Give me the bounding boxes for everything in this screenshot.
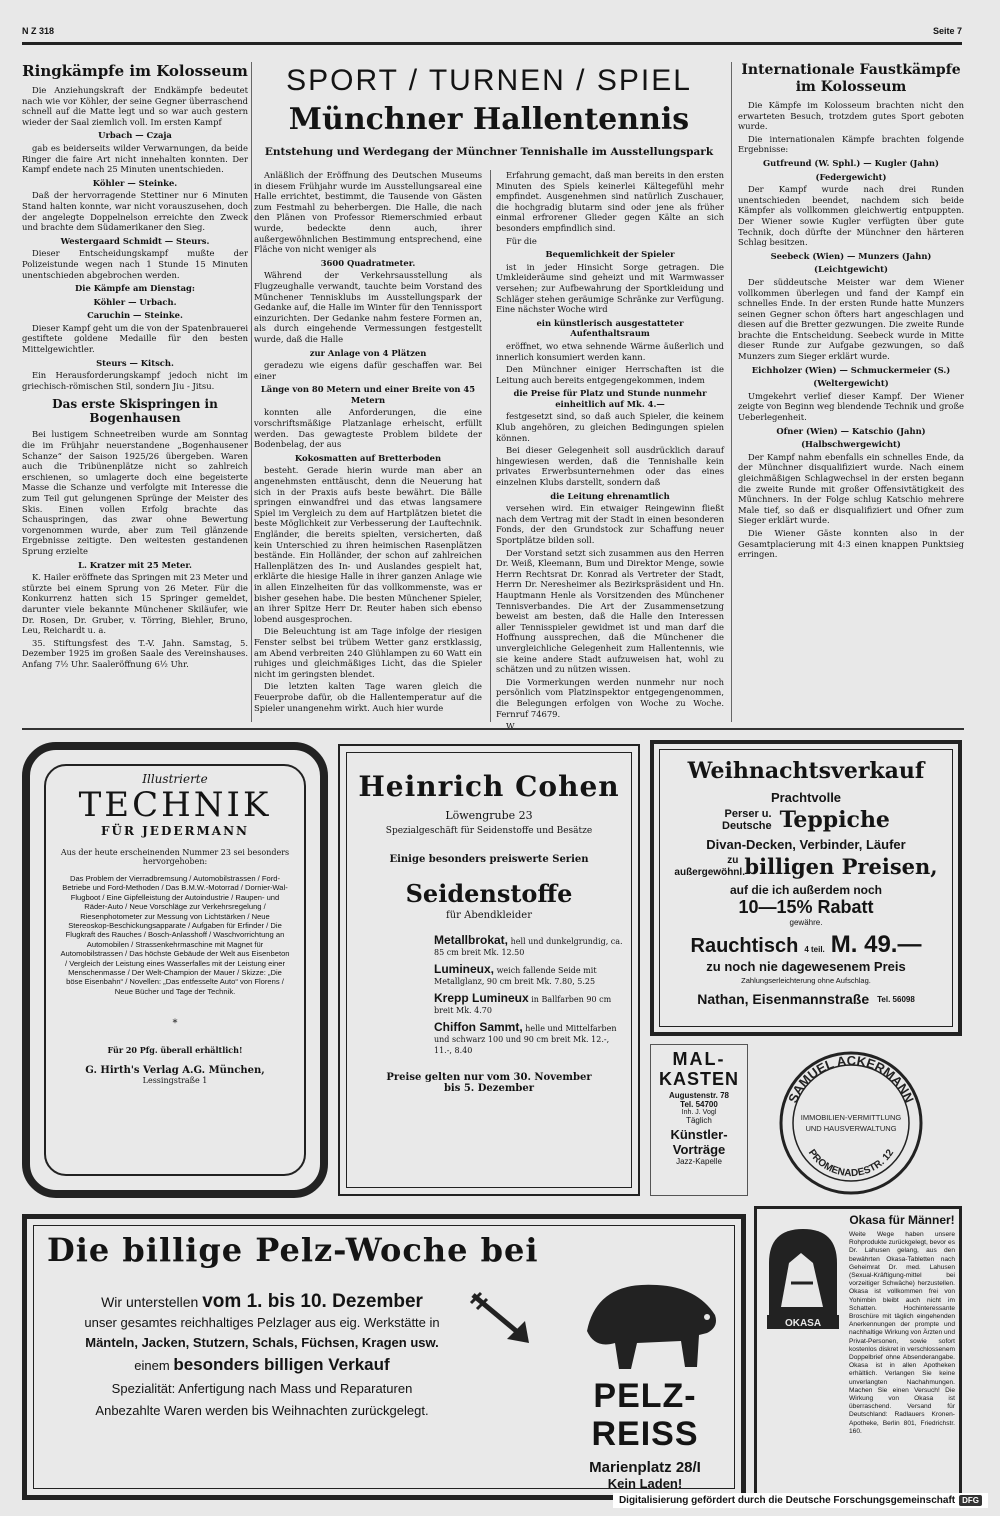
paragraph: Anläßlich der Eröffnung des Deutschen Museums in diesem Frühjahr wurde im Ausstellungsareal eine Halle errichtet, bestimmt, die Tausende von Gästen zum Festmahl zu beherbergen. Die Halle, die nach den Plänen von Professor Riemerschmied erbaut wurde, bedeckte denn auch, ihrer außergewöhnlichen Bestimmung entsprechend, eine Fläche von nicht weniger als [254,170,482,255]
cohen-item-name: Lumineux, [434,962,495,976]
pelz-l3: Mänteln, Jacken, Stutzern, Schals, Füchsen, Kragen usw. [85,1335,439,1350]
technik-star: * [172,1018,178,1030]
ad-weihnachtsverkauf [650,740,962,1036]
malkasten-title-2: KASTEN [658,1069,739,1089]
paragraph: 3600 Quadratmeter. [320,257,416,268]
cohen-item [434,935,624,958]
malkasten-title-1: MAL- [672,1049,726,1069]
article-column-b [496,170,724,732]
paragraph: Die Wiener Gäste konnten also in der Gesamtplacierung mit 4:3 einen knappen Punktsieg erringen. [738,527,964,560]
weihnacht-preisen-line [666,854,946,879]
paragraph: Die Kämpfe am Dienstag: [75,283,195,294]
cohen-item-desc: in Ballfarben 90 cm breit Mk. 4.70 [434,995,612,1015]
cohen-item-name: Chiffon Sammt, [434,1020,523,1034]
cohen-for: für Abendkleider [446,910,532,921]
malkasten-daily: Täglich [686,1116,712,1125]
weihnacht-rauchtisch: Rauchtisch [690,935,799,957]
header-rule [22,42,962,45]
ad-pelz-reiss [22,1214,746,1500]
column-divider [251,62,252,722]
pelz-title: Die billige Pelz-Woche bei [47,1231,539,1269]
paragraph: 35. Stiftungsfest des T.-V. Jahn. Samstag, 5. Dezember 1925 im großen Saale des Vereinshauses. Anfang 7½ Uhr. Saaleröffnung 6½ Uhr. [22,637,248,669]
okasa-body: Weite Wege haben unsere Rohprodukte zurückgelegt, bevor es Dr. Lahusen gelang, aus den bewährten Okasa-Tabletten nach Geheimrat Dr. med. Lahusen (Sexual-Kräftigung-mittel bei vorzeitiger Schwäche) herzustellen. Okasa ist vollkommen frei von Yohimbin bleibt auch nicht im Schatten. Hochinteressante Broschüre mit täglich eingehenden Anerkennungen der prompte und nachhaltige Wirkung von Ärzten und Privat-Personen, sowie sofort kostenlos diskret in verschlossenem Doppelbrief ohne Absenderangabe. Okasa ist in allen Apotheken erhältlich. Verlangen Sie keine unverlangten Nachahmungen. Machen Sie einen Versuch! Die Wirkung von Okasa ist überraschend. Versand für Deutschland: Radlauers Kronen-Apotheke, Berlin 801, Friedrichstr. 160. [849,1231,955,1435]
pelz-address: Marienplatz 28/I [589,1459,701,1476]
paragraph: Während der Verkehrsausstellung als Flugzeughalle verwandt, tauchte beim Vorstand des Münchener Tennisklubs im Ausstellungspark der Gedanke auf, die Halle im Winter für den Tennissport einzurichten. Der Gedanke nahm festere Formen an, als durch eingehende Vermessungen festgestellt wurde, daß die Halle [254,270,482,344]
paragraph: Der Kampf nahm ebenfalls ein schnelles Ende, da der Münchner disqualifiziert wurde. Nach einem gleichmäßigen Schlagwechsel in der ersten begann die zweite Runde mit großer Offensivtätigkeit des Münchners. In der Folge schlug Katschio mehrere Male tief, so daß er disqualifiziert und Ofner zum Sieger erklärt wurde. [738,451,964,526]
cohen-item-desc: hell und dunkelgrundig, ca. 85 cm breit Mk. 12.50 [434,937,623,957]
paragraph: Für die [506,235,537,246]
column-divider [490,170,491,722]
ad-okasa [754,1206,962,1500]
cohen-desc: Spezialgeschäft für Seidenstoffe und Besätze [385,826,593,836]
paragraph: Ofner (Wien) — Katschio (Jahn) [776,425,926,436]
pelz-brand: PELZ-REISS [591,1377,699,1453]
pelz-date-range: vom 1. bis 10. Dezember [202,1291,423,1312]
paragraph: Seebeck (Wien) — Munzers (Jahn) [770,250,932,261]
cohen-item-desc: helle und Mittelfarben und schwarz 100 und 90 cm breit Mk. 12.-, 11.-, 8.40 [434,1024,617,1055]
article-body-ringkaempfe [22,85,248,391]
pelz-l4b: besonders billigen Verkauf [173,1355,390,1374]
weihnacht-tel: Tel. 56098 [877,994,915,1004]
paragraph: Bei lustigem Schneetreiben wurde am Sonntag die im Frühjahr neuerstandene „Bogenhausener Schanze“ der Saison 1925/26 übergeben. Waren auch die Tribünenplätze nicht so zahlreich erschienen, so umlagerte doch eine begeisterte Masse die Schanze und verfolgte mit Interesse die zum Teil gut gelungenen Sprünge der Meister des Skis. Einen vollen Erfolg brachte das Schauspringen, das zwar ohne Bewertung vorgenommen wurde, aber zum Teil glänzende Ergebnisse zeitigte. Den weitesten gestandenen Sprung erzielte [22,429,248,556]
pelz-l2: unser gesamtes reichhaltiges Pelzlager aus eig. Werkstätte in [84,1315,440,1330]
paragraph: zur Anlage von 4 Plätzen [309,347,427,358]
article-title-faustkaempfe: Internationale Faustkämpfe im Kolosseum [741,62,961,95]
section-kicker: SPORT / TURNEN / SPIEL [286,64,692,97]
cohen-item [434,993,624,1016]
cohen-item-desc: weich fallende Seide mit Metallglanz, 90 cm breit Mk. 7.80, 5.25 [434,966,597,986]
ackermann-address: PROMENADESTR. 12 [805,1147,897,1180]
cohen-item-name: Metallbrokat, [434,933,509,947]
article-column-a [254,170,482,724]
ackermann-line-2: UND HAUSVERWALTUNG [805,1124,897,1133]
paragraph: ist in jeder Hinsicht Sorge getragen. Die Umkleideräume sind geheizt und mit Warmwasser versehen; zur Aufbewahrung der Sportkleidung und Schläger stehen geräumige Schränke zur Verfügung. Eine nächster Woche wird [496,261,724,315]
paragraph: Der Vorstand setzt sich zusammen aus den Herren Dr. Weiß, Kleemann, Bum und Direktor Menge, sowie Herrn Rechtsrat Dr. Konrad als Vertreter der Stadt, Herrn Dr. Neresheimer als Bezirkspräsident und Hn. Hauptmann Henle als Vorsitzenden des Münchener Tennisverbandes. Die Art der Zusammensetzung beweist am besten, daß die Halle den Interessen aller Tennisspieler gewidmet ist und man darf die Hoffnung aussprechen, daß die Münchener die unvergleichliche Gelegenheit zum Hallentennis, wie sie keine andere Stadt aufzuweisen hat, wohl zu schätzen und zu nützen wissen. [496,547,724,675]
cohen-name: Heinrich Cohen [358,770,620,803]
page-header [22,26,962,48]
weihnacht-aussergewoehnl: zu außergewöhnl. [674,854,745,878]
ad-heinrich-cohen [338,744,640,1196]
paragraph: Die Vormerkungen werden nunmehr nur noch persönlich vom Platzinspektor entgegengenommen, die Belegungen erfolgen von Woche zu Woche. Fernruf 74679. [496,676,724,719]
paragraph: Der Kampf wurde nach drei Runden unentschieden beendet, nachdem sich beide Kämpfer als vollkommen gleichwertig entpuppten. Der Wiener sowie Kugler verfügten über gute Technik, doch dürfte der Münchner den härteren Schlag besitzen. [738,184,964,248]
technik-body: Das Problem der Vierradbremsung / Automobilstrassen / Ford-Betriebe und Ford-Methoden / Das B.M.W.-Motorrad / Dornier-Wal-Flugboot / Eine Gipfelleistung der Autoindustrie / Raupen- und Räder-Auto / Neue Vorschläge zur Verkehrsregelung / Riesenphotometer zur Messung von Lichtstärken / Neue Stereoskop-Beschickungsapparate / Aufgaben für Erfinder / Die Flugkraft des Rauches / Bosch-Anlasshoff / Waschvorrichtung an Automobilen / Strassenkehrmaschine mit Magnet für Automobilstrassen / Das höchste Gebäude der Welt aus Eisenbeton / Vergleich der Leistung eines Wasserfalles mit der Leistung einer Menschenmasse / Der Welt-Champion der Mauer / Skizze: „Die böse Eisenbahn“ / Novellen: „Das entfesselte Auto“ von Florens / Neue Bücher und Tage der Technik. [60,874,290,996]
paragraph: (Leichtgewicht) [813,264,888,275]
paragraph: Erfahrung gemacht, daß man bereits in den ersten Minuten des Spiels keinerlei Kältegefühl mehr empfindet. Ausgenehmen sind natürlich Zuschauer, die hochgradig blutarm sind oder jene als früher einmal erfrorener Glieder gegen Kälte an sich besonders empfindlich sind. [496,170,724,233]
weihnacht-teilig: 4 teil. [804,945,825,954]
weihnacht-title: Weihnachtsverkauf [687,758,925,784]
paragraph: die Leitung ehrenamtlich [550,490,670,501]
article-body-faustkaempfe [738,100,964,560]
pelz-text-block [47,1291,477,1422]
bear-icon [567,1271,727,1381]
article-title-skispringen: Das erste Skispringen in Bogenhausen [52,397,218,426]
malkasten-vortraege: Künstler-Vorträge [670,1127,728,1157]
article-title-ringkaempfe: Ringkämpfe im Kolosseum [22,62,248,80]
column-divider [731,62,732,722]
cohen-item-name: Krepp Lumineux [434,991,529,1005]
paragraph: eröffnet, wo etwa sehnende Wärme äußerlich und innerlich konsumiert werden kann. [496,340,724,362]
paragraph: K. Hailer eröffnete das Springen mit 23 Meter und stürzte bei einem Sprung von 26 Meter. Für die Konkurrenz hatten sich 15 Springer gemeldet, darunter viele bekannte Münchener Skiläufer, wie Dr. Rosen, Dr. Gruber, v. Törring, Biehler, Bruno, Leu, Reichardt u. a. [22,572,248,636]
cohen-item [434,964,624,987]
paragraph: Die internationalen Kämpfe brachten folgende Ergebnisse: [738,133,964,155]
paragraph: Die Anziehungskraft der Endkämpfe bedeutet nach wie vor Köhler, der seine Gegner überraschend schnell auf die Matte legt und so war auch gestern wieder der Saal ziemlich voll. Im ersten Kampf [22,85,248,127]
weihnacht-gewaehre: gewähre. [789,918,823,927]
weihnacht-zahlung: Zahlungserleichterung ohne Aufschlag. [741,976,871,985]
paragraph: Kokosmatten auf Bretterboden [294,452,442,463]
paragraph: Länge von 80 Metern und einer Breite von 45 Metern [260,384,476,405]
pelz-note: Kein Laden! [607,1476,683,1491]
paragraph: konnten alle Anforderungen, die eine vorschriftsmäßige Platzanlage erheischt, erfüllt werden. Das gewagteste Problem bildete der Bodenbelag, der aus [254,407,482,450]
paragraph: Eichholzer (Wien) — Schmuckermeier (S.) [751,364,951,375]
weihnacht-teppiche: Teppiche [779,807,890,833]
weihnacht-divan: Divan-Decken, Verbinder, Läufer [706,837,906,852]
paragraph: Dieser Entscheidungskampf mußte der Polizeistunde wegen nach 1 Stunde 15 Minuten unentschieden abgebrochen werden. [22,248,248,280]
paragraph: versehen wird. Ein etwaiger Reingewinn fließt nach dem Vertrag mit der Stadt in einen besonderen Fonds, der den Grundstock zur Schaffung neuer Sportplätze bilden soll. [496,503,724,545]
paragraph: W. [506,721,516,732]
weihnacht-firm: Nathan, Eisenmannstraße [697,991,870,1007]
technik-publisher: G. Hirth's Verlag A.G. München, [85,1065,265,1077]
paragraph: Westergaard Schmidt — Steurs. [60,235,210,246]
article-subtitle: Entstehung und Werdegang der Münchner Tennishalle im Ausstellungspark [264,146,714,158]
paragraph: Caruchin — Steinke. [87,310,183,321]
weihnacht-rabatt: 10—15% Rabatt [738,897,874,917]
ackermann-seal [776,1048,926,1198]
paragraph: (Weltergewicht) [813,378,889,389]
paragraph: Die Beleuchtung ist am Tage infolge der riesigen Fenster selbst bei trübem Wetter ganz erstklassig, am Abend verbreiten 240 Glühlampen zu 60 Watt ein ruhiges und gleichmäßiges Licht, das die Spieler nicht im geringsten blendet. [254,626,482,679]
paragraph: Urbach — Czaja [98,130,172,141]
paragraph: Bequemlichkeit der Spieler [545,249,675,260]
weihnacht-teppiche-line [666,807,946,833]
paragraph: Der süddeutsche Meister war dem Wiener vollkommen überlegen und fand der Kampf ein schnelles Ende. In der ersten Runde hatte Munzers seinen Gegner schon öfters hart angeschlagen und diesen auf die Bretter gezwungen. Die zweite Runde brachte die Entscheidung. Seebeck wurde in Mitte dieser Runde zur Aufgabe gezwungen, so daß Munzers zum Sieger erklärt wurde. [738,276,964,362]
ackermann-name: SAMUEL ACKERMANN [785,1052,917,1106]
weihnacht-rauchtisch-line [666,931,946,959]
cohen-item-list [354,935,624,1056]
weihnacht-preis: M. 49.— [830,931,922,958]
dfg-logo: DFG [959,1495,982,1506]
paragraph: Gutfreund (W. Sphl.) — Kugler (Jahn) [763,157,939,168]
pelz-l4a: einem [134,1358,170,1373]
cohen-validity: Preise gelten nur vom 30. November bis 5. Dezember [386,1072,592,1094]
technik-price: Für 20 Pfg. überall erhältlich! [107,1045,243,1056]
technik-sub: FÜR JEDERMANN [100,824,249,838]
paragraph: Umgekehrt verlief dieser Kampf. Der Wiener zeigte von Beginn weg blendende Technik und große Ueberlegenheit. [738,390,964,423]
paragraph: (Federgewicht) [815,171,887,182]
ackermann-line-1: IMMOBILIEN-VERMITTLUNG [800,1113,902,1122]
okasa-logo-text: OKASA [784,1318,822,1329]
ad-malkasten [650,1044,748,1196]
paragraph: geradezu wie eigens dafür geschaffen war. Bei einer [254,360,482,381]
ad-ackermann [776,1048,926,1198]
page-number: Seite 7 [932,26,962,36]
paragraph: Die Kämpfe im Kolosseum brachten nicht den erwarteten Besuch, trotzdem gutes Sport geboten wurde. [738,100,964,132]
paragraph: Den Münchner einiger Herrschaften ist die Leitung auch bereits entgegengekommen, indem [496,364,724,385]
article-body-skispringen [22,429,248,669]
weihnacht-ausserdem: auf die ich außerdem noch [729,883,883,897]
paragraph: Ein Herausforderungskampf jedoch nicht im griechisch-römischen Stil, sondern Jiu - Jitsu. [22,370,248,391]
cohen-series: Einige besonders preiswerte Serien [389,854,589,865]
paragraph: Dieser Kampf geht um die von der Spatenbrauerei gestiftete goldene Medaille für den besten Mittelgewichtler. [22,322,248,355]
technik-intro: Aus der heute erscheinenden Nummer 23 sei besonders hervorgehoben: [60,848,290,866]
weihnacht-deutsche: Deutsche [722,820,772,832]
weihnacht-firm-line [666,991,946,1007]
digitization-credit [613,1493,988,1508]
paragraph: Steurs — Kitsch. [96,357,174,368]
pelz-l5: Spezialität: Anfertigung nach Mass und Reparaturen [111,1381,413,1396]
okasa-title: Okasa für Männer! [849,1213,955,1227]
right-column [738,62,964,724]
issue-number: N Z 318 [22,26,55,36]
credit-text: Digitalisierung gefördert durch die Deutsche Forschungsgemeinschaft [618,1495,956,1506]
paragraph: festgesetzt sind, so daß auch Spieler, die keinem Klub angehören, zu gleichen Bedingungen spielen können. [496,411,724,443]
left-column [22,62,248,724]
paragraph: Köhler — Steinke. [92,177,178,188]
paragraph: L. Kratzer mit 25 Meter. [78,559,192,570]
article-title-hallentennis: Münchner Hallentennis [288,102,690,137]
paragraph: besteht. Gerade hierin wurde man aber an angenehmsten enttäuscht, denn die Neuerung hat sich in der Praxis aufs beste bewährt. Die Bälle springen einwandfrei und das etwas langsamere Spiel im Vergleich zu dem auf Hartplätzen bietet die beste Möglichkeit zur Verbesserung der Lauftechnik. Engländer, die bereits spielten, versicherten, daß kein Unterschied zu ihren heimischen Rasenplätzen bestände. Ein Holländer, der schon auf zahlreichen Hallenplätzen des In- und Auslandes gespielt hat, erklärte die hiesige Halle in ihrer ganzen Anlage wie in allen Einzelheiten für das vollkommenste, was er bisher gesehen habe. Die besten Münchener Spieler, an ihrer Spitze Herr Dr. Reuter haben sich ebenso lobend ausgesprochen. [254,465,482,624]
paragraph: Bei dieser Gelegenheit soll ausdrücklich darauf hingewiesen werden, daß die Tennishalle kein privates Erwerbsunternehmen oder das eines einzelnen Klubs darstellt, sondern daß [496,445,724,488]
malkasten-owner: Inh. J. Vogl [681,1109,717,1116]
paragraph: (Halbschwergewicht) [801,439,901,450]
weihnacht-billigen-preisen: billigen Preisen, [744,854,938,879]
cohen-title: Seidenstoffe [405,879,573,908]
pelz-l1a: Wir unterstellen [101,1294,199,1310]
malkasten-tel: Tel. 54700 [680,1100,718,1109]
paragraph: Daß der hervorragende Stettiner nur 6 Minuten Stand halten konnte, war nicht vorauszusehen, doch der angelegte Doppelnelson erreichte den Zweck und brachte dem Südamerikaner den Sieg. [22,190,248,233]
technik-pre: Illustrierte [142,772,208,786]
paragraph: Köhler — Urbach. [93,296,177,307]
paragraph: gab es beiderseits wilder Verwarnungen, da beide Ringer die faire Art nicht innehalten konnten. Der Kampf endete nach 25 Minuten unentschieden. [22,142,248,175]
paragraph: Die letzten kalten Tage waren gleich die Feuerprobe dafür, ob die Hallentemperatur auf die Spieler unangenehm wirkt. Auch hier wurde [254,681,482,713]
cohen-street: Löwengrube 23 [445,809,533,822]
pelz-l6: Anbezahlte Waren werden bis Weihnachten zurückgelegt. [95,1403,429,1418]
malkasten-address: Augustenstr. 78 [668,1091,729,1100]
technik-title: TECHNIK [78,785,272,825]
weihnacht-perser: Perser u. [724,808,772,820]
cohen-item [434,1022,624,1056]
weihnacht-nie-dagewesen: zu noch nie dagewesenem Preis [706,959,906,974]
center-article [254,64,724,732]
paragraph: ein künstlerisch ausgestatteter Aufenthaltsraum [536,317,684,339]
ad-technik [22,742,328,1198]
malkasten-band: Jazz-Kapelle [676,1157,722,1166]
pelz-brand-block [547,1377,743,1491]
weihnacht-prachtvolle: Prachtvolle [770,790,842,805]
ad-section-rule [22,728,964,730]
arrow-icon [467,1289,547,1349]
paragraph: die Preise für Platz und Stunde nunmehr einheitlich auf Mk. 4.— [513,388,707,409]
technik-address: Lessingstraße 1 [142,1076,208,1086]
